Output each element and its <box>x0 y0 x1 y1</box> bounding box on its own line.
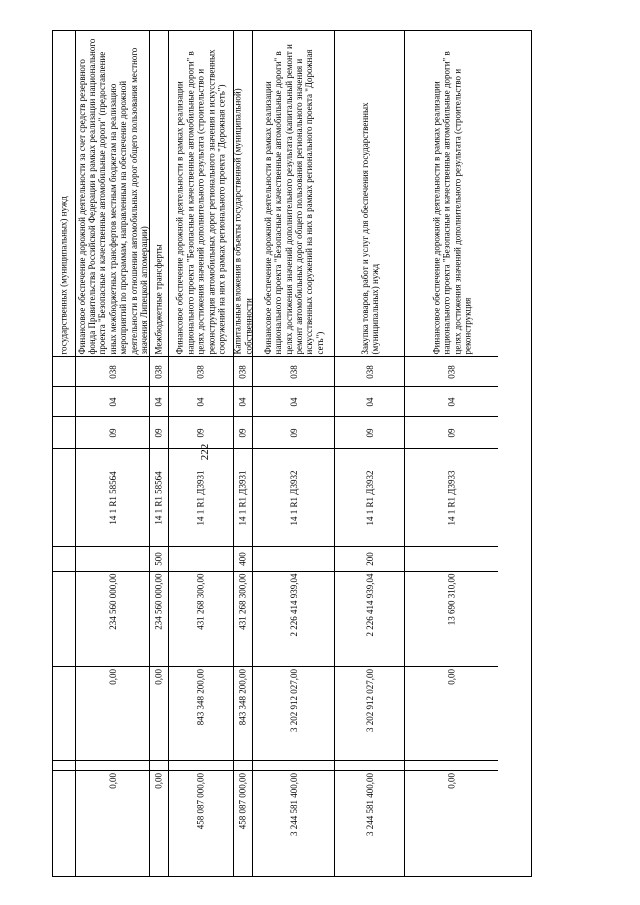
amount-cell-4 <box>335 770 404 878</box>
ministry-code-text: 038 <box>364 364 375 379</box>
subsection-code-text: 09 <box>153 428 164 437</box>
amount-cell-4 <box>405 770 498 878</box>
expense-type-text: 500 <box>153 552 164 566</box>
section-code-text: 04 <box>153 397 164 406</box>
amount-cell-3 <box>53 760 75 770</box>
target-article-cell <box>169 448 233 546</box>
description-text: Финансовое обеспечение дорожной деятельности в рамках реализации национального проекта "Безопасные и качественные автомобильные дороги" в целях достижения значений дополнительного результата (строительство и реконструкция автомобильных дорог регионального значения и искусственных сооружений на них в рамках регионального проекта "Дорожная сеть") <box>174 48 227 354</box>
subsection-code-cell <box>405 416 498 448</box>
subsection-code-text: 09 <box>446 428 457 437</box>
amount-text-4: 3 244 581 400,00 <box>364 772 375 836</box>
amount-cell-2 <box>405 666 498 760</box>
amount-cell-1 <box>169 571 233 666</box>
description-cell <box>76 31 149 356</box>
amount-cell-1 <box>253 571 334 666</box>
section-code-text: 04 <box>288 397 299 406</box>
amount-cell-2 <box>234 666 252 760</box>
amount-text-2: 3 202 912 027,00 <box>364 668 375 732</box>
expense-type-cell <box>150 546 168 571</box>
description-text: Капитальные вложения в объекты государственной (муниципальной) собственности <box>232 87 253 354</box>
description-text: Финансовое обеспечение дорожной деятельности за счет средств резервного фонда Правительства Российской Федерации в рамках реализации национального проекта "Безопасные и качественные автомобильные дороги" (предоставление иных межбюджетных трансфертов местным бюджетам на реализацию мероприятий по программам, направленным на обеспечение дорожной деятельности в отношении автомобильных дорог общего пользования местного значения Липецкой агломерации) <box>76 38 149 354</box>
description-cell <box>234 31 252 356</box>
amount-cell-4 <box>234 770 252 878</box>
table-row <box>335 31 405 876</box>
amount-text-2: 3 202 912 027,00 <box>288 668 299 732</box>
subsection-code-text: 09 <box>107 428 118 437</box>
amount-cell-1 <box>53 571 75 666</box>
amount-text-4: 0,00 <box>107 772 118 789</box>
section-code-text: 04 <box>107 397 118 406</box>
section-code-cell <box>405 386 498 416</box>
amount-text-4: 0,00 <box>446 772 457 789</box>
amount-cell-1 <box>76 571 149 666</box>
amount-cell-4 <box>150 770 168 878</box>
target-article-cell <box>253 448 334 546</box>
target-article-cell <box>234 448 252 546</box>
expense-type-cell <box>76 546 149 571</box>
table-row <box>405 31 498 876</box>
section-code-cell <box>150 386 168 416</box>
target-article-text: 14 1 R1 58564 <box>153 470 164 525</box>
target-article-text: 14 1 R1 Д3931 <box>237 470 248 525</box>
amount-text-1: 431 268 300,00 <box>237 573 248 630</box>
ministry-code-text: 038 <box>446 364 457 379</box>
description-cell <box>335 31 404 356</box>
amount-text-1: 431 268 300,00 <box>195 573 206 630</box>
expense-type-cell <box>253 546 334 571</box>
amount-text-1: 13 690 310,00 <box>446 573 457 626</box>
amount-text-1: 2 226 414 939,04 <box>364 573 375 637</box>
amount-cell-2 <box>76 666 149 760</box>
description-cell <box>150 31 168 356</box>
target-article-text: 14 1 R1 Д3932 <box>364 470 375 525</box>
ministry-code-cell <box>169 356 233 386</box>
amount-cell-2 <box>169 666 233 760</box>
amount-text-2: 843 348 200,00 <box>195 668 206 725</box>
expense-type-cell <box>53 546 75 571</box>
target-article-text: 14 1 R1 Д3932 <box>288 470 299 525</box>
target-article-cell <box>76 448 149 546</box>
expense-type-text: 400 <box>237 552 248 566</box>
amount-cell-1 <box>405 571 498 666</box>
description-text: Финансовое обеспечение дорожной деятельности в рамках реализации национального проекта "Безопасные и качественные автомобильные дороги" в целях достижения значений дополнительного результата (строительство и реконструкция <box>430 50 472 354</box>
subsection-code-text: 09 <box>195 428 206 437</box>
section-code-cell <box>234 386 252 416</box>
expense-type-cell <box>169 546 233 571</box>
subsection-code-cell <box>234 416 252 448</box>
amount-cell-3 <box>234 760 252 770</box>
ministry-code-text: 038 <box>237 364 248 379</box>
amount-text-1: 234 560 000,00 <box>107 573 118 630</box>
expense-type-cell <box>335 546 404 571</box>
amount-cell-3 <box>335 760 404 770</box>
description-text: Финансовое обеспечение дорожной деятельности в рамках реализации национального проекта "Безопасные и качественные автомобильные дороги" в целях достижения значений дополнительного результата (капитальный ремонт и ремонт автомобильных дорог общего пользования регионального значения и искусственных сооружений на них в рамках регионального проекта "Дорожная сеть") <box>262 43 325 354</box>
subsection-code-cell <box>150 416 168 448</box>
ministry-code-cell <box>253 356 334 386</box>
subsection-code-text: 09 <box>288 428 299 437</box>
amount-cell-2 <box>335 666 404 760</box>
ministry-code-cell <box>405 356 498 386</box>
subsection-code-text: 09 <box>237 428 248 437</box>
amount-text-4: 0,00 <box>153 772 164 789</box>
expense-type-text: 200 <box>364 552 375 566</box>
amount-cell-3 <box>169 760 233 770</box>
amount-text-2: 843 348 200,00 <box>237 668 248 725</box>
section-code-cell <box>169 386 233 416</box>
page-number: 222 <box>199 443 211 461</box>
amount-cell-3 <box>253 760 334 770</box>
target-article-text: 14 1 R1 Д3931 <box>195 470 206 525</box>
target-article-cell <box>150 448 168 546</box>
section-code-text: 04 <box>364 397 375 406</box>
amount-cell-4 <box>76 770 149 878</box>
amount-cell-3 <box>76 760 149 770</box>
ministry-code-cell <box>335 356 404 386</box>
ministry-code-cell <box>150 356 168 386</box>
ministry-code-cell <box>76 356 149 386</box>
amount-cell-4 <box>253 770 334 878</box>
ministry-code-text: 038 <box>195 364 206 379</box>
subsection-code-cell <box>76 416 149 448</box>
amount-cell-3 <box>150 760 168 770</box>
description-text: Межбюджетные трансферты <box>153 243 164 354</box>
subsection-code-cell <box>53 416 75 448</box>
expense-type-cell <box>405 546 498 571</box>
ministry-code-cell <box>53 356 75 386</box>
section-code-cell <box>53 386 75 416</box>
amount-cell-4 <box>169 770 233 878</box>
section-code-cell <box>253 386 334 416</box>
budget-table <box>52 30 532 877</box>
description-text: Закупка товаров, работ и услуг для обеспечения государственных (муниципальных) нужд <box>359 101 380 354</box>
amount-text-4: 458 087 000,00 <box>195 772 206 829</box>
amount-cell-2 <box>150 666 168 760</box>
amount-cell-1 <box>335 571 404 666</box>
table-row <box>253 31 335 876</box>
target-article-text: 14 1 R1 Д3933 <box>446 470 457 525</box>
subsection-code-text: 09 <box>364 428 375 437</box>
expense-type-cell <box>234 546 252 571</box>
description-cell <box>253 31 334 356</box>
amount-cell-2 <box>53 666 75 760</box>
table-row <box>53 31 76 876</box>
table-row <box>169 31 234 876</box>
amount-text-2: 0,00 <box>107 668 118 685</box>
section-code-cell <box>76 386 149 416</box>
section-code-text: 04 <box>237 397 248 406</box>
section-code-text: 04 <box>195 397 206 406</box>
amount-cell-2 <box>253 666 334 760</box>
amount-cell-4 <box>53 770 75 878</box>
subsection-code-cell <box>253 416 334 448</box>
amount-text-4: 458 087 000,00 <box>237 772 248 829</box>
target-article-text: 14 1 R1 58564 <box>107 470 118 525</box>
section-code-text: 04 <box>446 397 457 406</box>
section-code-cell <box>335 386 404 416</box>
target-article-cell <box>53 448 75 546</box>
target-article-cell <box>405 448 498 546</box>
ministry-code-text: 038 <box>107 364 118 379</box>
table-row <box>76 31 150 876</box>
subsection-code-cell <box>335 416 404 448</box>
target-article-cell <box>335 448 404 546</box>
amount-text-2: 0,00 <box>153 668 164 685</box>
subsection-code-cell <box>169 416 233 448</box>
description-cell <box>169 31 233 356</box>
amount-text-1: 2 226 414 939,04 <box>288 573 299 637</box>
ministry-code-text: 038 <box>153 364 164 379</box>
description-text: государственных (муниципальных) нужд <box>58 195 69 354</box>
amount-text-2: 0,00 <box>446 668 457 685</box>
amount-cell-3 <box>405 760 498 770</box>
description-cell <box>405 31 498 356</box>
table-row <box>234 31 253 876</box>
amount-text-1: 234 560 000,00 <box>153 573 164 630</box>
description-cell <box>53 31 75 356</box>
amount-cell-1 <box>150 571 168 666</box>
amount-text-4: 3 244 581 400,00 <box>288 772 299 836</box>
table-row <box>150 31 169 876</box>
ministry-code-text: 038 <box>288 364 299 379</box>
ministry-code-cell <box>234 356 252 386</box>
amount-cell-1 <box>234 571 252 666</box>
